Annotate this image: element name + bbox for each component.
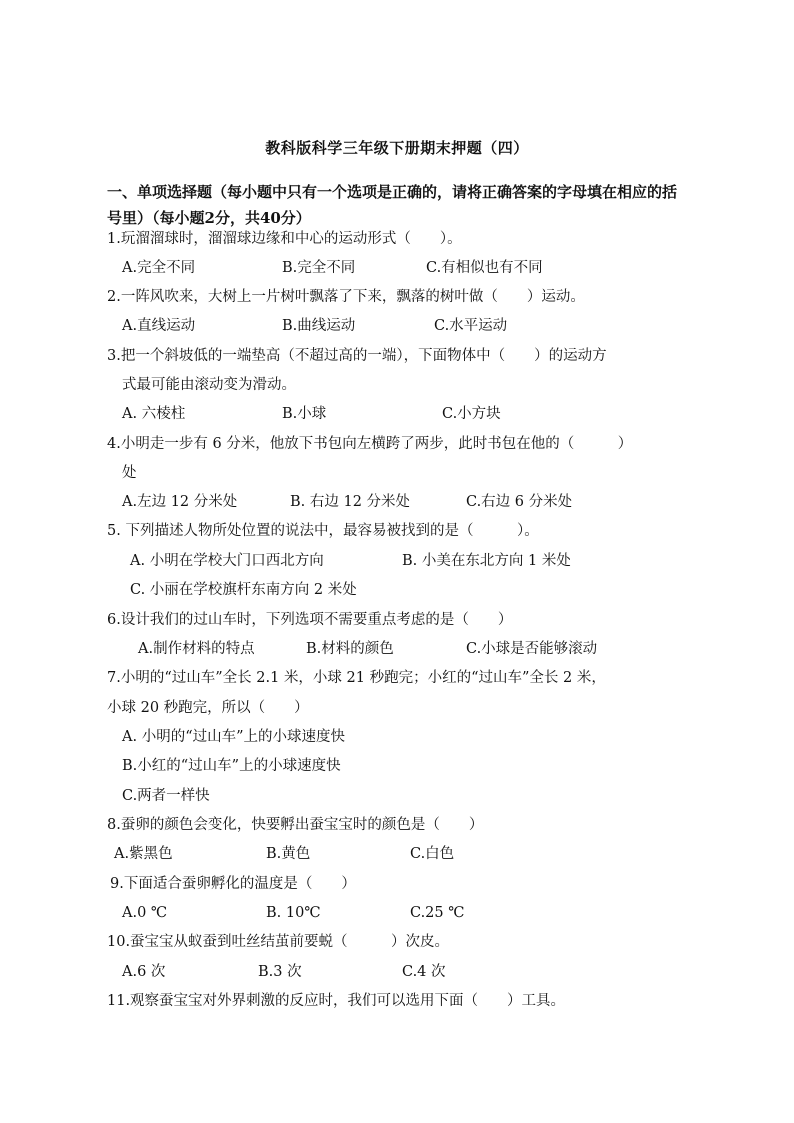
question-2-option-a: A.直线运动 <box>122 318 196 334</box>
question-8-option-b: B.黄色 <box>266 846 311 862</box>
question-5-option-a: A. 小明在学校大门口西北方向 <box>130 553 324 569</box>
question-4-option-a: A.左边 12 分米处 <box>122 494 238 510</box>
question-2-option-c: C.水平运动 <box>434 318 508 334</box>
question-1-option-a: A.完全不同 <box>122 260 196 276</box>
question-6-option-b: B.材料的颜色 <box>306 641 394 657</box>
question-10-option-b: B.3 次 <box>258 964 302 980</box>
question-9-option-a: A.0 ℃ <box>122 905 168 921</box>
question-1-text: 1.玩溜溜球时，溜溜球边缘和中心的运动形式（ ）。 <box>107 231 462 247</box>
question-7-text-2: 小球 20 秒跑完，所以（ ） <box>107 700 309 716</box>
question-1-option-b: B.完全不同 <box>282 260 356 276</box>
question-5-text: 5. 下列描述人物所处位置的说法中，最容易被找到的是（ ）。 <box>107 523 539 539</box>
question-7-text-1: 7.小明的“过山车”全长 2.1 米，小球 21 秒跑完；小红的“过山车”全长 2 米， <box>107 670 606 686</box>
question-4-text-1: 4.小明走一步有 6 分米，他放下书包向左横跨了两步，此时书包在他的（ ） <box>107 436 633 452</box>
page-title: 教科版科学三年级下册期末押题（四） <box>265 139 529 157</box>
question-3-text-2: 式最可能由滚动变为滑动。 <box>122 377 296 393</box>
question-3-option-b: B.小球 <box>282 406 327 422</box>
question-7-option-a: A. 小明的“过山车”上的小球速度快 <box>122 729 346 745</box>
question-6-text: 6.设计我们的过山车时，下列选项不需要重点考虑的是（ ） <box>107 612 513 628</box>
question-6-option-a: A.制作材料的特点 <box>138 641 255 657</box>
question-4-option-b: B. 右边 12 分米处 <box>290 494 411 510</box>
question-2-option-b: B.曲线运动 <box>282 318 356 334</box>
question-9-option-c: C.25 ℃ <box>410 905 465 921</box>
question-8-option-c: C.白色 <box>410 846 455 862</box>
question-3-text-1: 3.把一个斜坡低的一端垫高（不超过高的一端），下面物体中（ ）的运动方 <box>107 348 607 364</box>
question-8-text: 8.蚕卵的颜色会变化，快要孵出蚕宝宝时的颜色是（ ） <box>107 817 484 833</box>
question-4-text-2: 处 <box>122 465 137 481</box>
question-3-option-a: A. 六棱柱 <box>122 406 186 422</box>
question-7-option-c: C.两者一样快 <box>122 788 210 804</box>
question-5-option-c: C. 小丽在学校旗杆东南方向 2 米处 <box>130 582 357 598</box>
question-10-text: 10.蚕宝宝从蚁蚕到吐丝结茧前要蜕（ ）次皮。 <box>107 934 450 950</box>
question-4-option-c: C.右边 6 分米处 <box>466 494 573 510</box>
question-9-text: 9.下面适合蚕卵孵化的温度是（ ） <box>110 876 356 892</box>
question-9-option-b: B. 10℃ <box>266 905 321 921</box>
question-1-option-c: C.有相似也有不同 <box>426 260 543 276</box>
question-8-option-a: A.紫黑色 <box>114 846 173 862</box>
section-heading: 一、单项选择题（每小题中只有一个选项是正确的，请将正确答案的字母填在相应的括号里）（每小题2分，共40分） <box>107 183 678 227</box>
question-7-option-b: B.小红的“过山车”上的小球速度快 <box>122 758 341 774</box>
question-10-option-c: C.4 次 <box>402 964 446 980</box>
question-5-option-b: B. 小美在东北方向 1 米处 <box>402 553 571 569</box>
question-2-text: 2.一阵风吹来，大树上一片树叶飘落了下来，飘落的树叶做（ ）运动。 <box>107 289 585 305</box>
question-10-option-a: A.6 次 <box>122 964 166 980</box>
question-3-option-c: C.小方块 <box>442 406 501 422</box>
question-11-text: 11.观察蚕宝宝对外界刺激的反应时，我们可以选用下面（ ）工具。 <box>107 993 566 1009</box>
question-6-option-c: C.小球是否能够滚动 <box>466 641 598 657</box>
